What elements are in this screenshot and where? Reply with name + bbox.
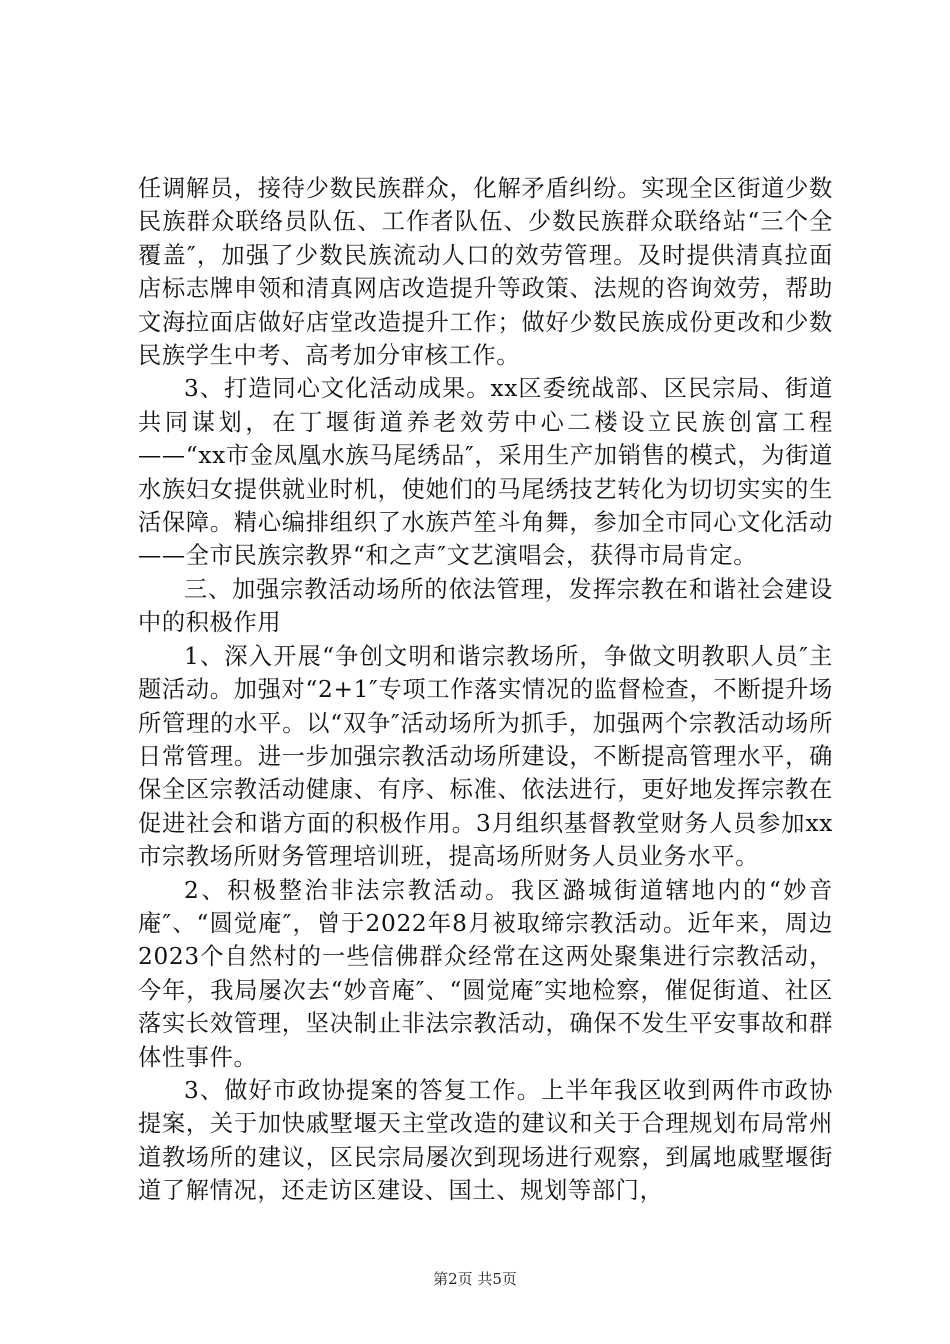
section-heading-religion-management: 三、加强宗教活动场所的依法管理，发挥宗教在和谐社会建设中的积极作用 (138, 575, 833, 637)
page-number-footer: 第2页 共5页 (433, 1270, 517, 1288)
paragraph-harmonious-sites: 1、深入开展“争创文明和谐宗教场所，争做文明教职人员″主题活动。加强对“2+1″专项工作落实情况的监督检查，不断提升场所管理的水平。以“双争″活动场所为抓手，加强两个宗教活动场所日常管理。进一步加强宗教活动场所建设，不断提高管理水平，确保全区宗教活动健康、有序、标准、依法进行，更好地发挥宗教在促进社会和谐方面的积极作用。3月组织基督教堂财务人员参加xx市宗教场所财务管理培训班，提高场所财务人员业务水平。 (138, 642, 833, 871)
paragraph-culture-activity: 3、打造同心文化活动成果。xx区委统战部、区民宗局、街道共同谋划，在丁堰街道养老效劳中心二楼设立民族创富工程——“xx市金凤凰水族马尾绣品″，采用生产加销售的模式，为街道水族妇女提供就业时机，使她们的马尾绣技艺转化为切切实实的生活保障。精心编排组织了水族芦笙斗角舞，参加全市同心文化活动——全市民族宗教界“和之声″文艺演唱会，获得市局肯定。 (138, 375, 833, 570)
paragraph-cppcc-proposals: 3、做好市政协提案的答复工作。上半年我区收到两件市政协提案，关于加快戚墅堰天主堂改造的建议和关于合理规划布局常州道教场所的建议，区民宗局屡次到现场进行观察，到属地戚墅堰街道了解情况，还走访区建设、国土、规划等部门， (138, 1076, 833, 1205)
paragraph-illegal-activities: 2、积极整治非法宗教活动。我区潞城街道辖地内的“妙音庵″、“圆觉庵″，曾于2022年8月被取缔宗教活动。近年来，周边2023个自然村的一些信佛群众经常在这两处聚集进行宗教活动，今年，我局屡次去“妙音庵″、“圆觉庵″实地检察，催促街道、社区落实长效管理，坚决制止非法宗教活动，确保不发生平安事故和群体性事件。 (138, 876, 833, 1071)
document-body (138, 172, 833, 1208)
paragraph-continuation: 任调解员，接待少数民族群众，化解矛盾纠纷。实现全区街道少数民族群众联络员队伍、工作者队伍、少数民族群众联络站“三个全覆盖″，加强了少数民族流动人口的效劳管理。及时提供清真拉面店标志牌申领和清真网店改造提升等政策、法规的咨询效劳，帮助文海拉面店做好店堂改造提升工作；做好少数民族成份更改和少数民族学生中考、高考加分审核工作。 (138, 175, 833, 370)
